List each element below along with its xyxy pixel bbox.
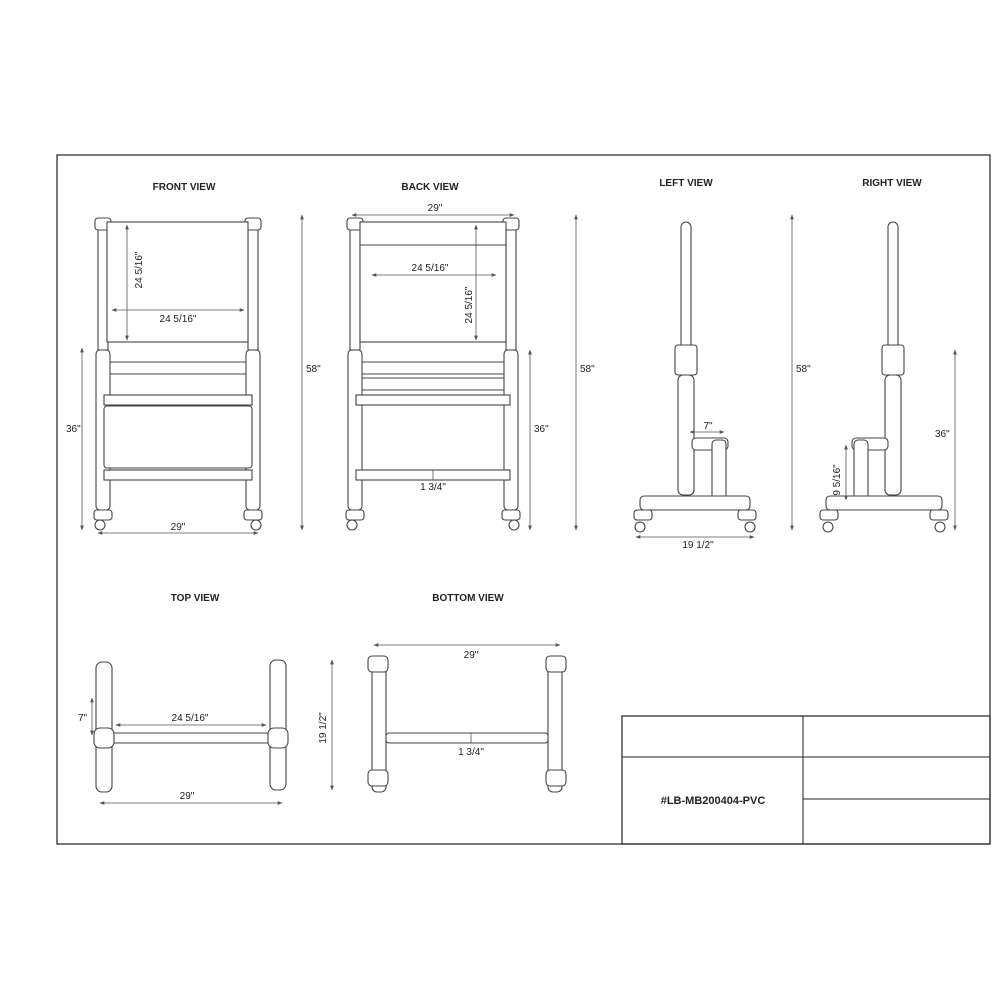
top-view [78, 593, 332, 803]
top-width-dim: 29" [179, 791, 195, 802]
right-riser-height-dim: 9 5/16" [832, 464, 843, 496]
back-view-title: BACK VIEW [401, 182, 459, 193]
right-view [792, 178, 955, 532]
title-block [622, 716, 990, 844]
top-view-title: TOP VIEW [170, 593, 220, 604]
part-number: #LB-MB200404-PVC [660, 795, 766, 807]
bottom-width-dim: 29" [463, 650, 479, 661]
left-offset-dim: 7" [703, 421, 713, 432]
top-inner-width-dim: 24 5/16" [171, 713, 209, 724]
back-base-height-dim: 36" [534, 424, 549, 435]
bottom-view [368, 593, 566, 792]
back-panel-height-dim: 24 5/16" [464, 286, 475, 324]
back-total-height-dim: 58" [580, 364, 595, 375]
left-depth-dim: 19 1/2" [682, 540, 714, 551]
front-base-height-dim: 36" [66, 424, 81, 435]
front-total-height-dim: 58" [306, 364, 321, 375]
right-view-title: RIGHT VIEW [862, 178, 922, 189]
back-width-top-dim: 29" [427, 203, 443, 214]
back-view [346, 182, 595, 530]
front-width-dim: 29" [170, 522, 186, 533]
front-panel-height-dim: 24 5/16" [134, 251, 145, 289]
bottom-view-title: BOTTOM VIEW [432, 593, 504, 604]
right-total-height-dim: 58" [796, 364, 811, 375]
top-depth-dim: 19 1/2" [318, 712, 329, 744]
left-view-title: LEFT VIEW [659, 178, 713, 189]
back-bar-spacing-dim: 1 3/4" [420, 482, 446, 493]
front-view [66, 182, 321, 533]
front-panel-width-dim: 24 5/16" [159, 314, 197, 325]
right-base-height-dim: 36" [935, 429, 950, 440]
left-view [634, 178, 756, 551]
top-offset-dim: 7" [78, 713, 88, 724]
back-panel-width-dim: 24 5/16" [411, 263, 449, 274]
bottom-bar-spacing-dim: 1 3/4" [458, 747, 484, 758]
front-view-title: FRONT VIEW [152, 182, 216, 193]
